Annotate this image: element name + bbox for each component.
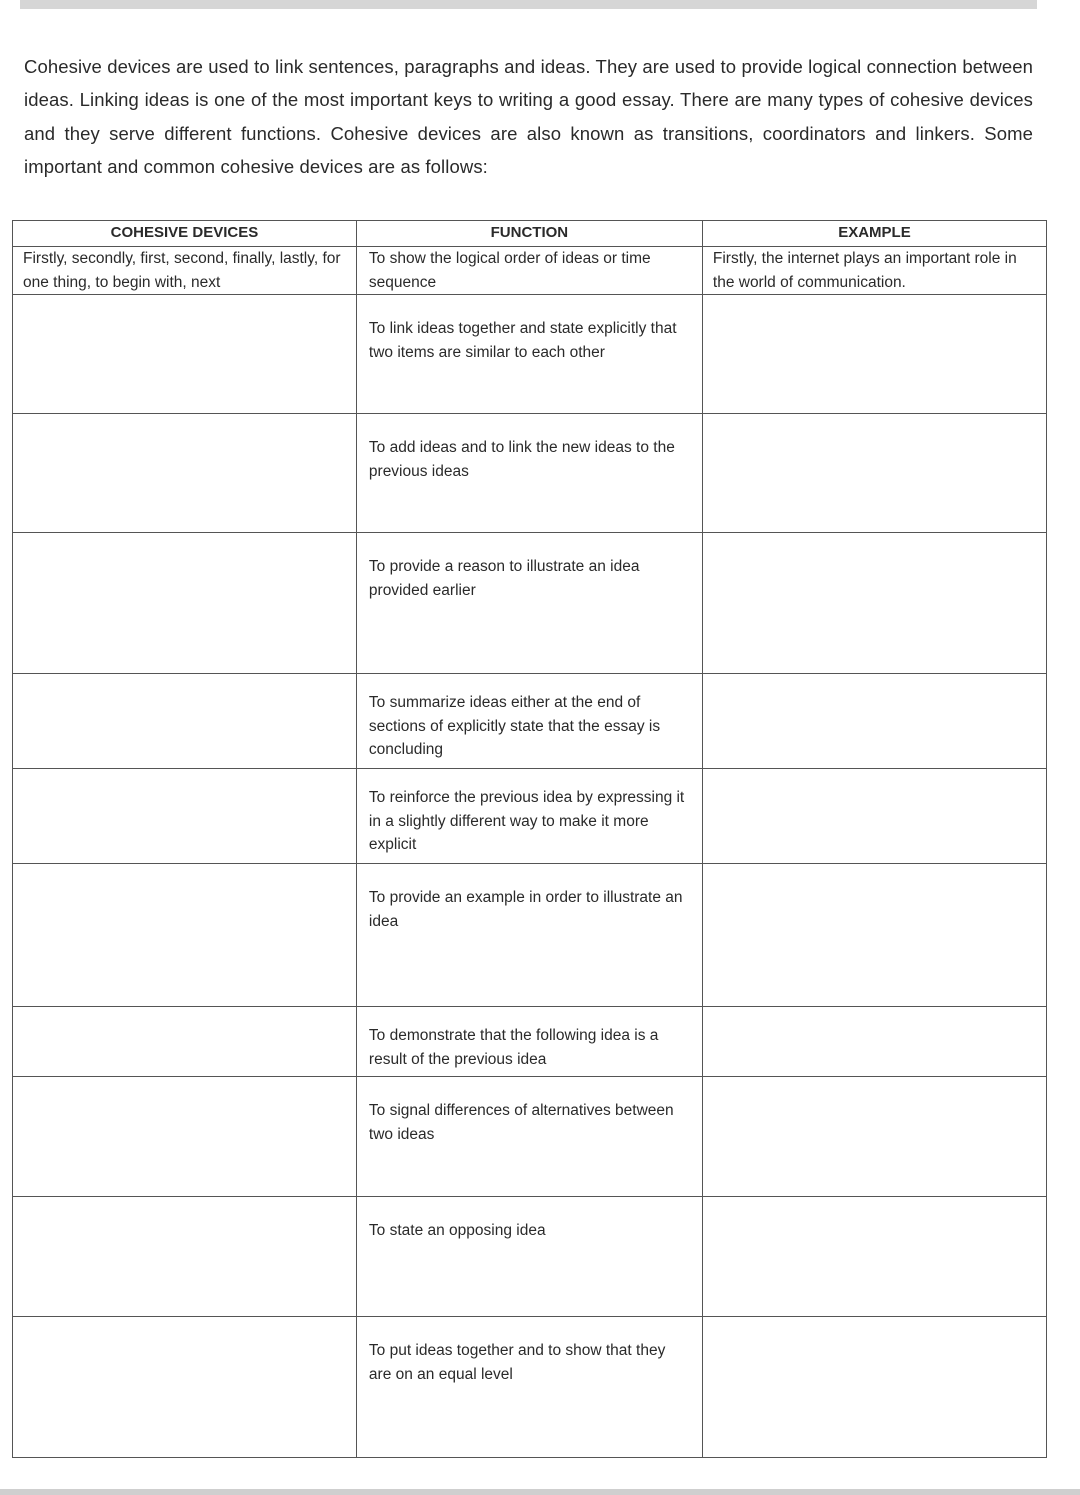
cell-devices[interactable] [13, 414, 357, 533]
table-row [13, 674, 1047, 769]
table-row [13, 247, 1047, 295]
function-text: To signal differences of alternatives between two ideas [368, 1102, 674, 1143]
intro-paragraph: Cohesive devices are used to link sentences, paragraphs and ideas. They are used to provide logical connection between ideas. Linking ideas is one of the most important keys to writing a good essay. There are many types of cohesive devices and they serve different functions. Cohesive devices are also known as transitions, coordinators and linkers. Some important and common cohesive devices are as follows: [24, 55, 1033, 177]
cell-function [356, 1007, 702, 1077]
function-text: To provide a reason to illustrate an idea provided earlier [368, 558, 640, 599]
cell-example[interactable] [702, 1007, 1046, 1077]
cell-devices[interactable] [13, 864, 357, 1007]
table-row [13, 1197, 1047, 1317]
cell-devices[interactable] [13, 1007, 357, 1077]
function-text: To summarize ideas either at the end of sections of explicitly state that the essay is concluding [368, 694, 661, 758]
cell-devices[interactable] [13, 1317, 357, 1458]
cell-function [356, 247, 702, 295]
function-text: To reinforce the previous idea by expressing it in a slightly different way to make it more explicit [368, 789, 685, 853]
table-header-row [13, 221, 1047, 247]
cell-example[interactable] [702, 533, 1046, 674]
cohesive-devices-table [12, 220, 1047, 1458]
bottom-divider [0, 1489, 1080, 1495]
cell-function [356, 533, 702, 674]
cell-example[interactable] [702, 864, 1046, 1007]
example-text: Firstly, the internet plays an important role in the world of communication. [712, 250, 1017, 291]
cell-example[interactable] [702, 674, 1046, 769]
function-text: To state an opposing idea [368, 1222, 546, 1239]
cell-example[interactable] [702, 1077, 1046, 1197]
table-row [13, 1317, 1047, 1458]
header-function: FUNCTION [356, 221, 702, 247]
function-text: To add ideas and to link the new ideas to the previous ideas [368, 439, 675, 480]
cell-function [356, 769, 702, 864]
table-row [13, 864, 1047, 1007]
cell-function [356, 1077, 702, 1197]
function-text: To show the logical order of ideas or time sequence [368, 250, 651, 291]
header-devices: COHESIVE DEVICES [13, 221, 357, 247]
cell-example [702, 247, 1046, 295]
table-row [13, 1007, 1047, 1077]
table-row [13, 533, 1047, 674]
function-text: To provide an example in order to illustrate an idea [368, 889, 683, 930]
cell-example[interactable] [702, 295, 1046, 414]
cell-function [356, 864, 702, 1007]
cell-function [356, 1197, 702, 1317]
cell-function [356, 1317, 702, 1458]
cell-example[interactable] [702, 414, 1046, 533]
cell-function [356, 295, 702, 414]
devices-text: Firstly, secondly, first, second, finally, lastly, for one thing, to begin with, next [23, 250, 341, 291]
cell-devices[interactable] [13, 533, 357, 674]
function-text: To demonstrate that the following idea is a result of the previous idea [368, 1027, 659, 1068]
header-bar [20, 0, 1037, 9]
table-row [13, 769, 1047, 864]
table-row [13, 414, 1047, 533]
cell-devices[interactable] [13, 1197, 357, 1317]
table-row [13, 295, 1047, 414]
function-text: To link ideas together and state explicitly that two items are similar to each other [368, 320, 677, 361]
header-example: EXAMPLE [702, 221, 1046, 247]
cell-function [356, 674, 702, 769]
cell-example[interactable] [702, 1197, 1046, 1317]
cell-devices [13, 247, 357, 295]
cell-function [356, 414, 702, 533]
cell-devices[interactable] [13, 295, 357, 414]
function-text: To put ideas together and to show that they are on an equal level [368, 1342, 666, 1383]
cell-example[interactable] [702, 769, 1046, 864]
table-row [13, 1077, 1047, 1197]
cell-devices[interactable] [13, 674, 357, 769]
cell-devices[interactable] [13, 1077, 357, 1197]
cell-example[interactable] [702, 1317, 1046, 1458]
cell-devices[interactable] [13, 769, 357, 864]
